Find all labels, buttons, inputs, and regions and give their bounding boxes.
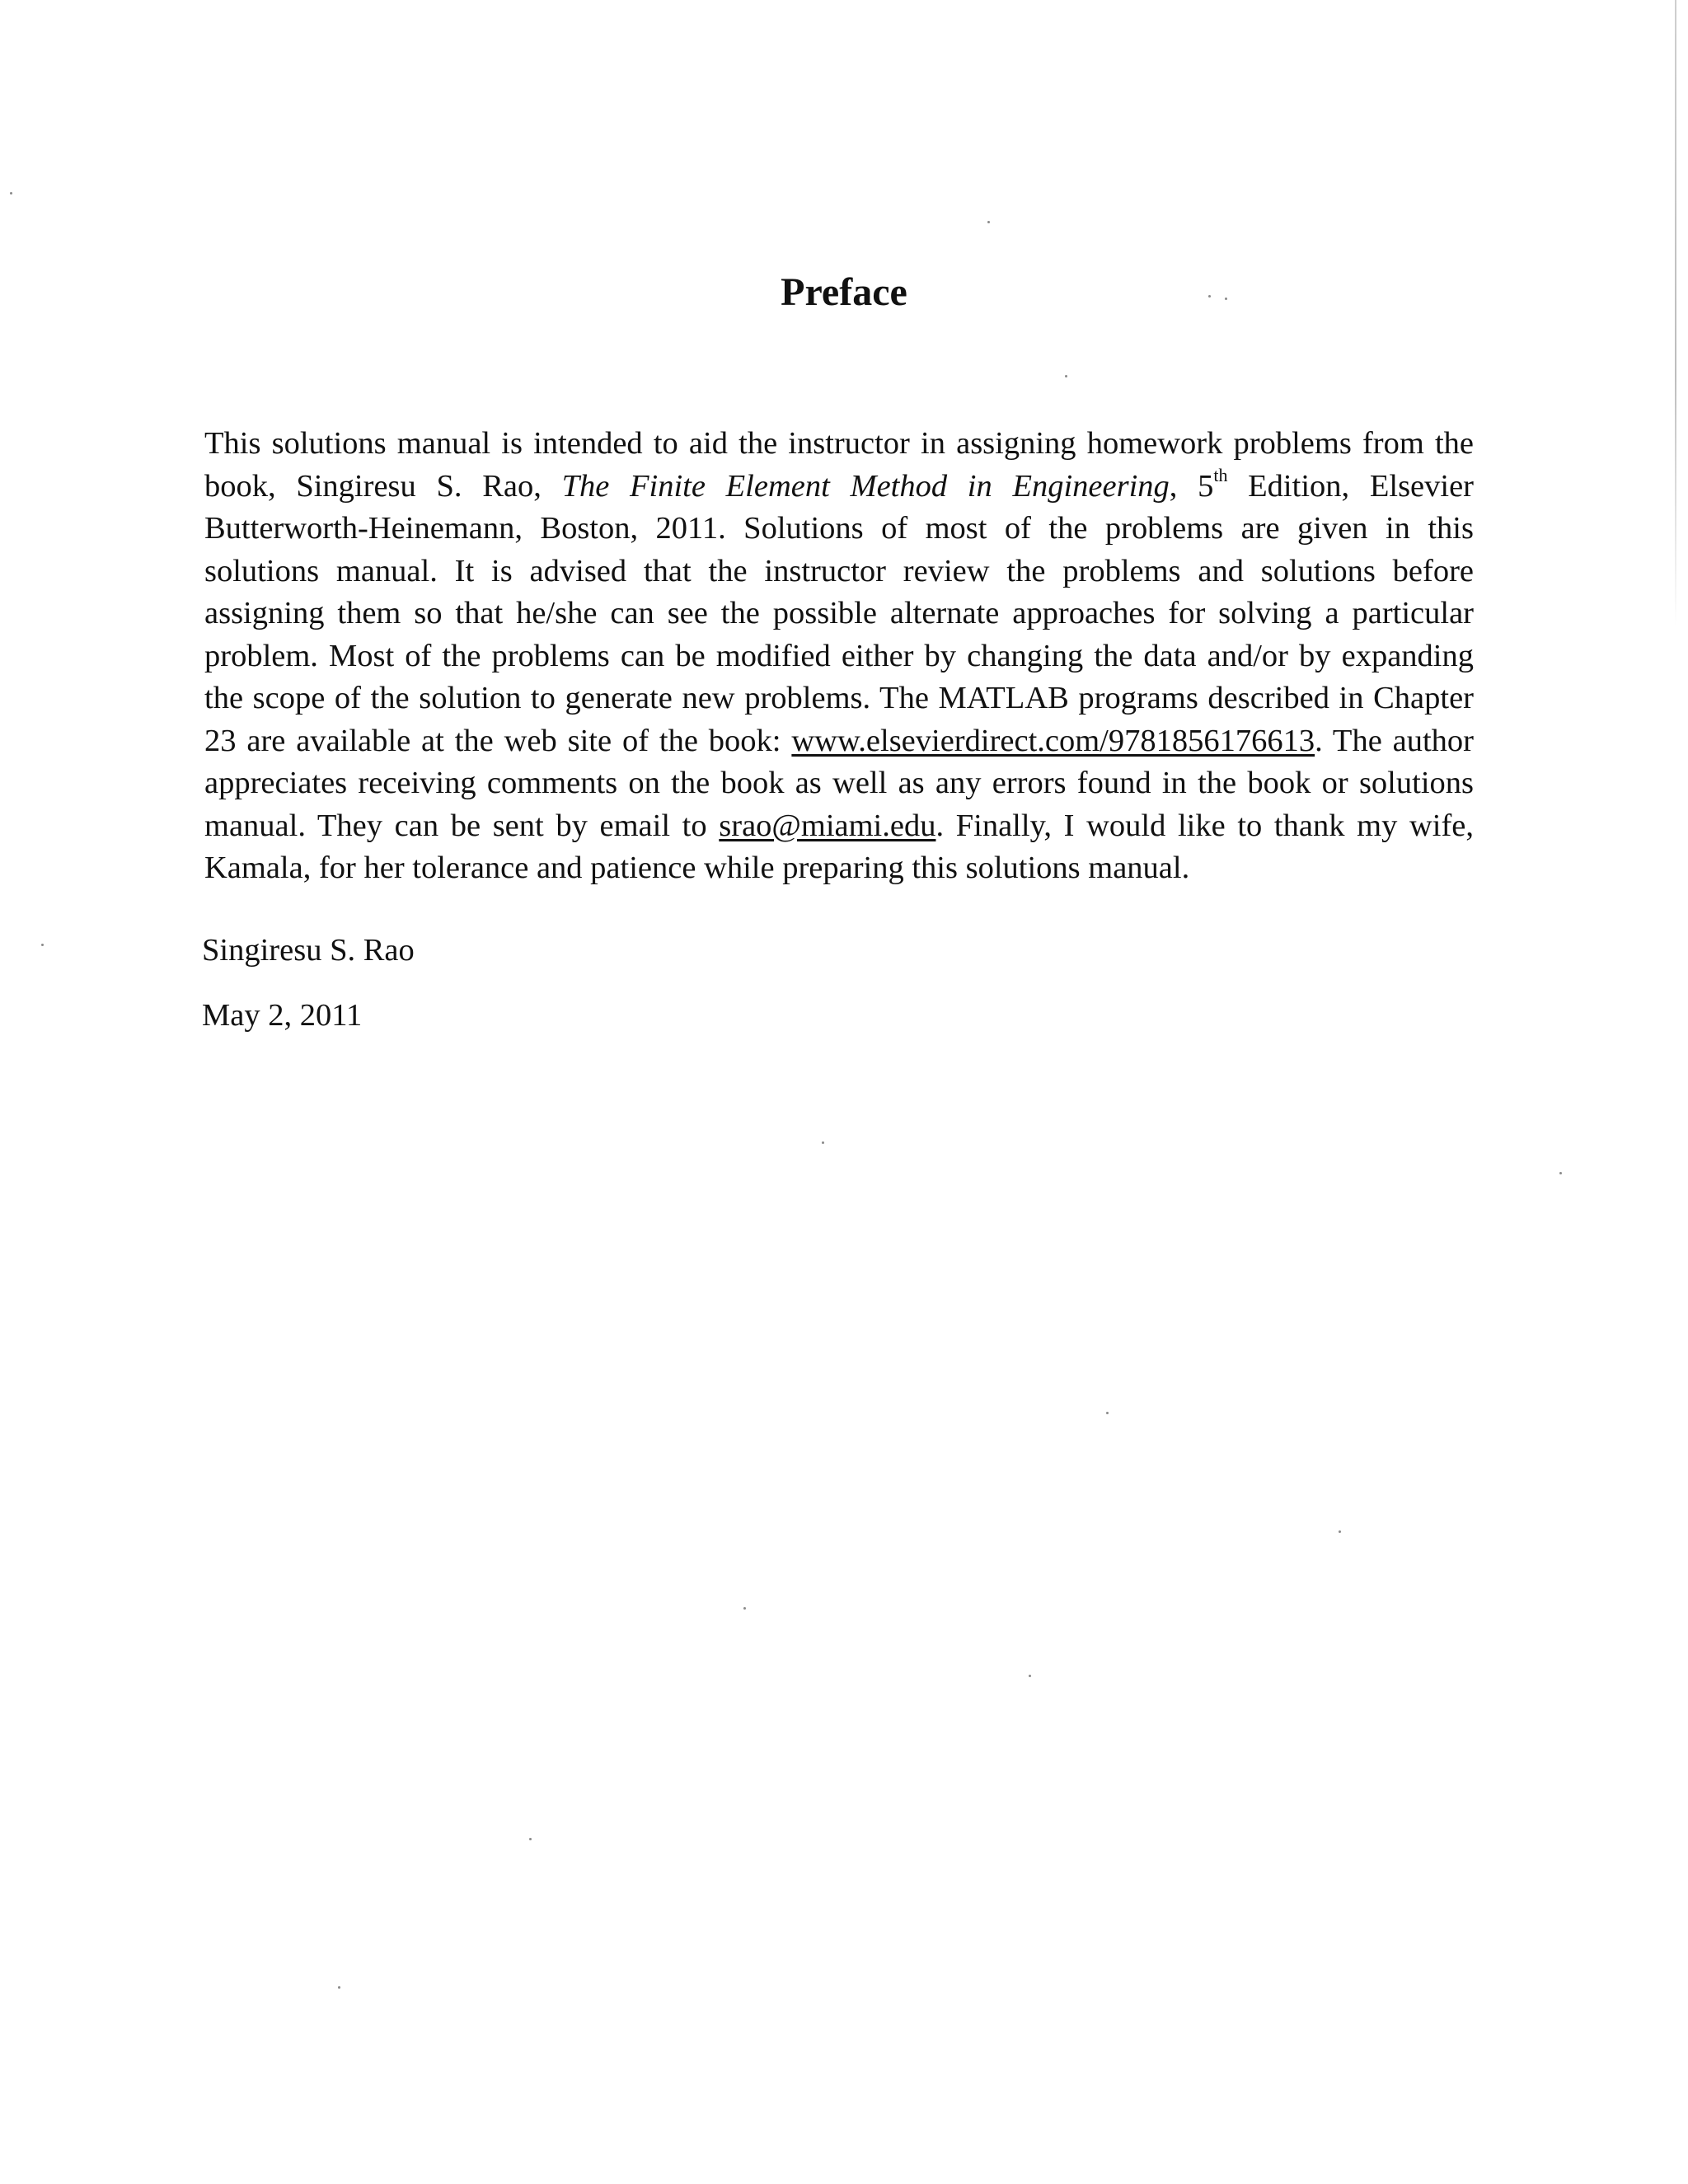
paragraph-text: This solutions manual is intended to aid the instructor in assigning homework problems from the book, Singiresu S. Rao, — [204, 426, 1474, 504]
book-title: The Finite Element Method in Engineering — [561, 468, 1170, 504]
author-signature: Singiresu S. Rao — [202, 933, 415, 968]
scan-speck — [987, 221, 990, 223]
website-link[interactable]: www.elsevierdirect.com/9781856176613 — [791, 723, 1315, 758]
paragraph-text: . The author appreciates receiving comments on the book as well as any errors found in the book or solutions manual. They can be sent by email to — [204, 723, 1475, 843]
scan-speck — [1106, 1412, 1109, 1414]
scan-speck — [1029, 1675, 1031, 1677]
scan-speck — [529, 1838, 532, 1840]
page-title: Preface — [781, 270, 907, 314]
scan-speck — [1339, 1530, 1341, 1533]
paragraph-text: . Finally, I would like to thank my wife, Kamala, for her tolerance and patience while preparing this solutions manual. — [204, 808, 1474, 885]
scan-speck — [41, 944, 44, 946]
scan-speck — [10, 192, 12, 194]
edition-superscript: th — [1213, 464, 1228, 485]
scan-speck — [822, 1141, 824, 1144]
preface-paragraph — [204, 423, 1474, 890]
email-link[interactable]: srao@miami.edu — [719, 808, 936, 843]
scan-speck — [338, 1986, 340, 1989]
paragraph-text: Edition, Elsevier Butterworth-Heinemann, Boston, 2011. Solutions of most of the problems are given in this solutions manual. It is advised that the instructor review the problems and solutions before assigning them so that he/she can see the possible alternate approaches for solving a particular problem. Most of the problems can be modified either by changing the data and/or by expanding the scope of the solution to generate new problems. The MATLAB programs described in Chapter 23 are available at the web site of the book: — [204, 468, 1474, 758]
preface-date: May 2, 2011 — [202, 998, 363, 1033]
scan-speck — [743, 1607, 746, 1610]
scan-speck — [1559, 1172, 1562, 1174]
paragraph-text: , 5 — [1169, 468, 1214, 504]
scan-speck — [1065, 375, 1067, 377]
